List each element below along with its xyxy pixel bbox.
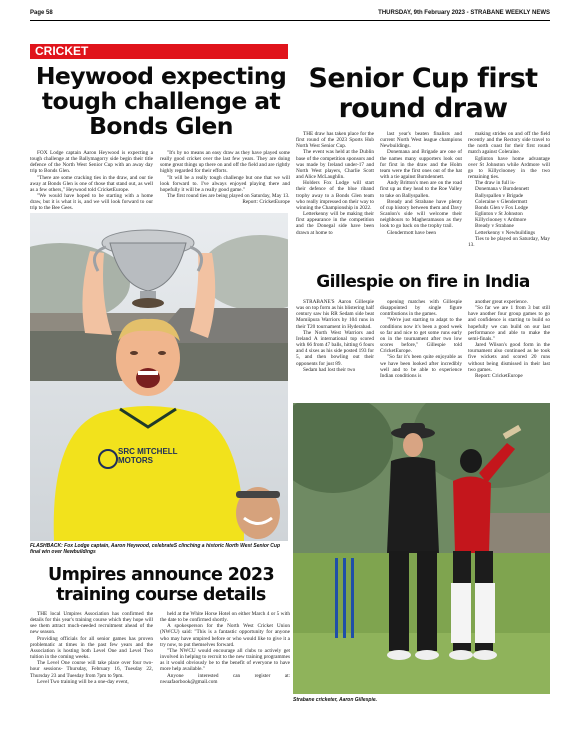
paragraph: THE local Umpires Association has confirmed the details for this year's training course which they hope will see them attract much-needed recruitment ahead of the new season. (30, 611, 153, 636)
gillespie-batting-image (293, 403, 550, 694)
gillespie-batting-photo (293, 403, 550, 694)
paragraph: Jared Wilson's good form in the tournament also continued as he took five wickets and scored 20 runs without being dismissed in their last two games. (468, 342, 550, 373)
senior-cup-col-2 (380, 131, 462, 236)
fixture: Letterkenny v Newbuildings (475, 229, 536, 236)
paragraph: "We would have hoped to be starting with a home draw, but it is what it is, and we will look forward to our trip to the Bee Gees. (30, 193, 153, 212)
paragraph: another great experience. (475, 299, 528, 305)
paragraph: Anyone interested can register at: nwuafaorbook@gmail.com (160, 672, 290, 685)
gillespie-col-3 (468, 299, 550, 379)
heywood-trophy-image (30, 213, 288, 541)
paragraph: The event was held at the Dublin base of the competition sponsors and was made by Ireland under-17 and North West players, Charlie Scott and Alice McLaughlin. (296, 149, 374, 181)
senior-cup-col-3 (468, 131, 550, 248)
umpires-col-2 (160, 611, 290, 685)
umpires-col-1 (30, 611, 153, 685)
paragraph: Sedam had lost their two (303, 366, 356, 373)
gillespie-photo-caption: Strabane cricketer, Aaron Gillespie. (293, 697, 378, 703)
fixture: Donemana v Burndennett (475, 186, 529, 193)
dateline: THURSDAY, 9th February 2023 - STRABANE WEEKLY NEWS (378, 10, 550, 16)
header-rule (30, 20, 550, 21)
paragraph: Ties to be played on Saturday, May 13. (468, 235, 550, 248)
heywood-headline: Heywood expecting tough challenge at Bonds Glen (35, 62, 287, 140)
fixture-list (468, 186, 550, 235)
paragraph: FOX Lodge captain Aaron Heywood is expecting a tough challenge at the Ballymagorry side begin their title defence of the North West Senior Cup with an away day trip to Bonds Glen. (30, 150, 153, 175)
paragraph: Letterkenny will be making their first appearance in the competition and the Donegal side have been drawn at home to (296, 211, 374, 236)
section-label: CRICKET (30, 44, 288, 59)
heywood-col-2 (160, 150, 290, 205)
page-number: Page 58 (30, 10, 53, 16)
page-header (30, 10, 550, 20)
senior-cup-col-1 (296, 131, 374, 236)
gillespie-col-2 (380, 299, 462, 379)
fixture: Bready v Strabane (475, 223, 514, 230)
paragraph: Andy Britton's men are on the road first up as they head to the Roe Valley to take on Ballyspallen. (380, 180, 462, 199)
fixture: Killyclooney v Ardmore (475, 217, 527, 224)
paragraph: The Level One course will take place over four two-hour sessions- Thursday, February 16, Tuesday 22, Thursday 23 and Tuesday from 7pm to 9pm. (30, 660, 153, 679)
heywood-trophy-photo (30, 213, 288, 541)
paragraph: Providing officials for all senior games has proven problematic at times in the past few years and the Association is hosting both Level One and Level Two tuition in the coming weeks. (30, 635, 153, 661)
paragraph: "There are some cracking ties in the draw, and our tie away at Bonds Glen is one of those that stand out, as well as a few others," Heywood told CricketEurope. (30, 174, 153, 193)
paragraph: A spokesperson for the North West Cricket Union (NWCU) said: "This is a fantastic opportunity for anyone who may have umpired before or who would like to give it a try now, to put themselves forward. (160, 623, 290, 648)
paragraph: Bready and Strabane have plenty of cup history between them and Davy Scanlon's side will welcome their neighbours to Magheramason as they look to go back on the trophy trail. (380, 198, 462, 230)
paragraph: opening matches with Gillespie disappointed by single figure contributions in the games. (380, 299, 462, 318)
fixture: Ballyspallen v Brigade (475, 192, 524, 199)
paragraph: STRABANE'S Aaron Gillespie was on top form as his blistering half century saw his RR Sedam side beat Momiipura Warriors by 104 runs in their T20 tournament in Hyderabad. (296, 299, 375, 330)
paragraph: held at the White Horse Hotel on either March 4 or 5 with the date to be confirmed shortly. (160, 611, 290, 624)
report-credit: Report: CricketEurope (242, 199, 290, 206)
paragraph: "It will be a really tough challenge but one that we will look forward to. I've always enjoyed playing there and hopefully it will be a really good game." (160, 174, 290, 193)
paragraph: Holders Fox Lodge will start their defence of the blue riband trophy away to a Bonds Glen team who really impressed on their way to winning the Championship in 2022. (296, 180, 374, 211)
umpires-headline: Umpires announce 2023 training course details (47, 565, 275, 605)
gillespie-col-1 (296, 299, 374, 373)
paragraph: "So far we are 1 from 3 but still have another four group games to go and confidence is starting to build so hopefully we can build on our last performance and able to make the semi-finals." (468, 305, 550, 342)
heywood-col-1 (30, 150, 153, 212)
senior-cup-headline: Senior Cup first round draw (308, 63, 538, 124)
paragraph: making strides on and off the field recently and the Rectory side travel to the north coast for their first round match against Coleraine. (468, 131, 550, 156)
heywood-shirt-sponsor: SRC MITCHELL MOTORS (118, 447, 178, 465)
paragraph: THE draw has taken place for the first round of the 2023 Sports Hub North West Senior Cup. (296, 131, 374, 150)
report-credit: Report: CricketEurope (475, 372, 523, 379)
paragraph: "We're just starting to adapt to the conditions now it's been a good week so far and nice to get some runs early on in the tournament after two low scores before," Gillespie told CricketEurope. (380, 317, 462, 355)
paragraph: The North West Warriors and Ireland A international top scored with 66 from 47 balls, hitting 6 fours and 4 sixes as his side posted 193 for 5, and then bowling out their opponents for just 89. (296, 329, 374, 367)
fixture: Coleraine v Glendermott (475, 198, 528, 205)
paragraph: Donemana and Brigade are one of the names many supporters look out for first in the draw and the Holm team were the first ones out of the hat with a tie against Burndennett. (380, 149, 462, 181)
heywood-photo-caption: FLASHBACK: Fox Lodge captain, Aaron Heywood, celebrateS clinching a historic North West Senior Cup final win over Newbuildings (30, 543, 281, 555)
gillespie-headline: Gillespie on fire in India (316, 272, 530, 292)
paragraph: The draw in full is- (475, 180, 516, 187)
paragraph: "The NWCU would encourage all clubs to actively get involved in helping to recruit to the new training programmes as it would obviously be to the benefit of everyone to have more help available." (160, 647, 290, 673)
paragraph: "It's by no means an easy draw as they have played some really good cricket over the last few years. They are doing some great things up there on and off the field and are rightly highly regarded for their efforts. (160, 150, 290, 175)
paragraph: The first round ties are being played on Saturday, May 13. (167, 193, 290, 200)
paragraph: Level Two training will be a one-day event, (37, 678, 129, 685)
fixture: Eglinton v St Johnston (475, 211, 523, 218)
fixture: Bonds Glen v Fox Lodge (475, 204, 529, 211)
paragraph: Glendermott have been (387, 229, 436, 236)
paragraph: last year's beaten finalists and current North West league champions Newbuildings. (380, 131, 462, 150)
paragraph: "So far it's been quite enjoyable as we have been looked after incredibly well and to be able to experience Indian conditions is (380, 354, 462, 379)
paragraph: Eglinton have home advantage over St Johnston while Ardmore will go to Killyclooney in the two remaining ties. (468, 155, 550, 181)
